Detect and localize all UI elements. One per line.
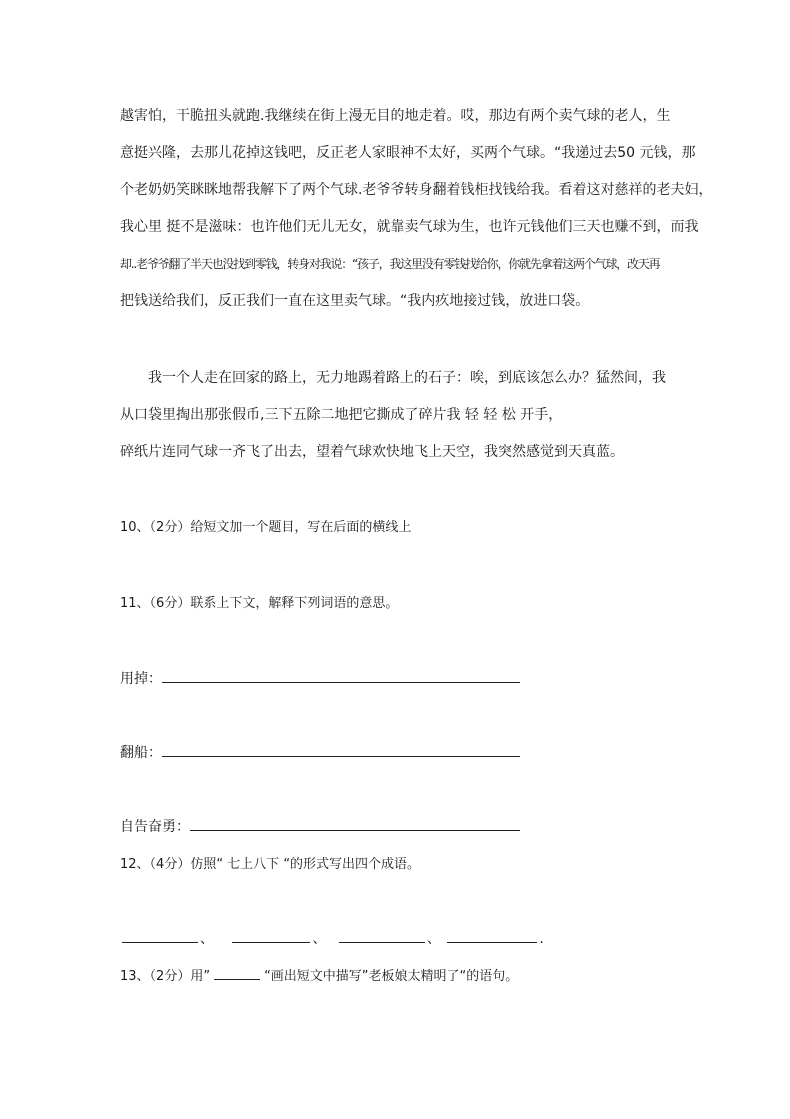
idiom-blank-3[interactable] bbox=[339, 930, 425, 943]
idiom-blank-1[interactable] bbox=[122, 930, 198, 943]
question-10: 10、（2分）给短文加一个题目，写在后面的横线上 bbox=[120, 520, 412, 535]
answer-line[interactable] bbox=[190, 816, 520, 831]
q13-suffix: “画出短文中描写”老板娘太精明了“的语句。 bbox=[264, 969, 519, 984]
passage-line-6: 把钱送给我们，反正我们一直在这里卖气球。“我内疚地接过钱，放进口袋。 bbox=[120, 293, 590, 309]
term-label: 自告奋勇： bbox=[120, 819, 190, 835]
term-row-1 bbox=[120, 668, 520, 689]
question-13 bbox=[120, 967, 518, 987]
answer-line[interactable] bbox=[162, 742, 520, 757]
q13-prefix: 13、（2分）用” bbox=[120, 969, 211, 984]
passage-line-3: 个老奶奶笑眯眯地帮我解下了两个气球.老爷爷转身翻着钱柜找钱给我。看着这对慈祥的老夫妇， bbox=[120, 182, 713, 198]
term-row-2 bbox=[120, 742, 520, 763]
term-label: 用掉： bbox=[120, 671, 162, 687]
end-mark: . bbox=[539, 931, 544, 947]
term-row-3 bbox=[120, 816, 520, 837]
question-11: 11、（6分）联系上下文，解释下列词语的意思。 bbox=[120, 596, 399, 611]
idiom-blank-2[interactable] bbox=[232, 930, 310, 943]
passage-line-4: 我心里 挺不是滋味：也许他们无儿无女，就靠卖气球为生，也许元钱他们三天也赚不到，而我 bbox=[120, 219, 699, 235]
answer-line[interactable] bbox=[162, 668, 520, 683]
term-label: 翻船： bbox=[120, 745, 162, 761]
passage-line-9: 碎纸片连同气球一齐飞了出去，望着气球欢快地飞上天空，我突然感觉到天真蓝。 bbox=[120, 444, 624, 460]
separator: 、 bbox=[312, 931, 327, 947]
separator: 、 bbox=[426, 931, 441, 947]
question-12: 12、（4分）仿照“ 七上八下 “的形式写出四个成语。 bbox=[120, 857, 421, 872]
idiom-blanks bbox=[120, 928, 544, 948]
passage-line-2: 意挺兴隆，去那儿花掉这钱吧，反正老人家眼神不太好，买两个气球。“我递过去50 元钱，那 bbox=[120, 145, 696, 161]
idiom-blank-4[interactable] bbox=[447, 930, 537, 943]
passage-line-5: 却..老爷爷翻了半天也没找到零钱，转身对我说：“孩子，我这里没有零钱找给你，你就先拿着这两个气球，改天再 bbox=[120, 257, 660, 271]
passage-line-1: 越害怕，干脆扭头就跑.我继续在街上漫无目的地走着。哎，那边有两个卖气球的老人，生 bbox=[120, 108, 671, 124]
separator: 、 bbox=[200, 931, 214, 947]
passage-line-8: 从口袋里掏出那张假币,三下五除二地把它撕成了碎片我 轻 轻 松 开手， bbox=[120, 407, 563, 423]
q13-blank[interactable] bbox=[214, 968, 260, 980]
passage-line-7: 我一个人走在回家的路上，无力地踢着路上的石子：唉，到底该怎么办？猛然间，我 bbox=[148, 370, 666, 386]
